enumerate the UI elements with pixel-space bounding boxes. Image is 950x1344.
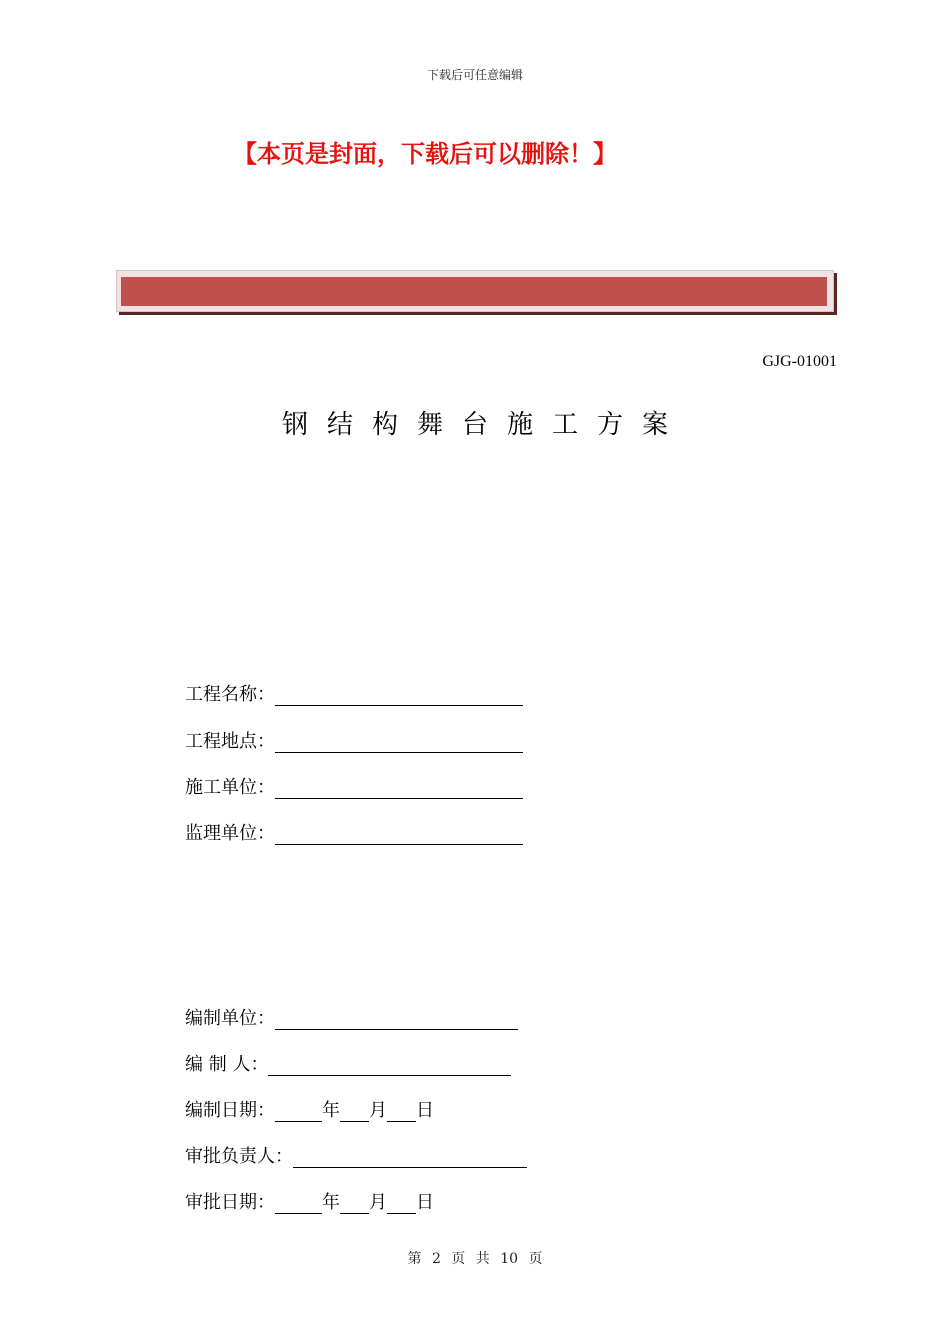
- page-footer: 第 2 页 共 10 页: [407, 1251, 543, 1267]
- construction-unit-field[interactable]: [185, 773, 523, 799]
- compile-date-field[interactable]: [185, 1096, 434, 1122]
- compile-unit-blank[interactable]: [275, 1009, 518, 1030]
- header-note: 下载后可任意编辑: [426, 68, 523, 82]
- approver-blank[interactable]: [293, 1147, 527, 1168]
- construction-unit-label: 施工单位：: [185, 777, 275, 798]
- compile-month-blank[interactable]: [340, 1101, 369, 1122]
- document-code: GJG-01001: [762, 353, 837, 370]
- supervision-unit-field[interactable]: [185, 819, 523, 845]
- project-location-label: 工程地点：: [185, 731, 275, 752]
- approve-year-unit: 年: [322, 1192, 340, 1213]
- supervision-unit-blank[interactable]: [275, 824, 523, 845]
- project-name-field[interactable]: [185, 680, 523, 706]
- supervision-unit-label: 监理单位：: [185, 823, 275, 844]
- project-location-field[interactable]: [185, 727, 523, 753]
- approve-date-label: 审批日期：: [185, 1192, 275, 1213]
- compiler-blank[interactable]: [268, 1055, 511, 1076]
- compile-month-unit: 月: [369, 1100, 387, 1121]
- compiler-label: 编 制 人：: [185, 1054, 269, 1075]
- compile-year-blank[interactable]: [275, 1101, 322, 1122]
- approve-day-unit: 日: [416, 1192, 434, 1213]
- cover-notice: 【本页是封面，下载后可以删除！】: [233, 140, 617, 168]
- approve-date-field[interactable]: [185, 1188, 434, 1214]
- project-name-label: 工程名称：: [185, 684, 275, 705]
- approve-month-blank[interactable]: [340, 1193, 369, 1214]
- approver-label: 审批负责人：: [185, 1146, 293, 1167]
- approve-year-blank[interactable]: [275, 1193, 322, 1214]
- compile-year-unit: 年: [322, 1100, 340, 1121]
- approve-day-blank[interactable]: [387, 1193, 416, 1214]
- project-name-blank[interactable]: [275, 685, 523, 706]
- approver-field[interactable]: [185, 1142, 527, 1168]
- compile-day-unit: 日: [416, 1100, 434, 1121]
- title-banner: [116, 270, 834, 312]
- approve-month-unit: 月: [369, 1192, 387, 1213]
- title-banner-fill: [121, 277, 827, 306]
- compile-date-label: 编制日期：: [185, 1100, 275, 1121]
- document-title: 钢结构舞台施工方案: [281, 410, 687, 440]
- compile-unit-field[interactable]: [185, 1004, 518, 1030]
- compile-unit-label: 编制单位：: [185, 1008, 275, 1029]
- compiler-field[interactable]: [185, 1050, 511, 1076]
- compile-day-blank[interactable]: [387, 1101, 416, 1122]
- construction-unit-blank[interactable]: [275, 778, 523, 799]
- project-location-blank[interactable]: [275, 732, 523, 753]
